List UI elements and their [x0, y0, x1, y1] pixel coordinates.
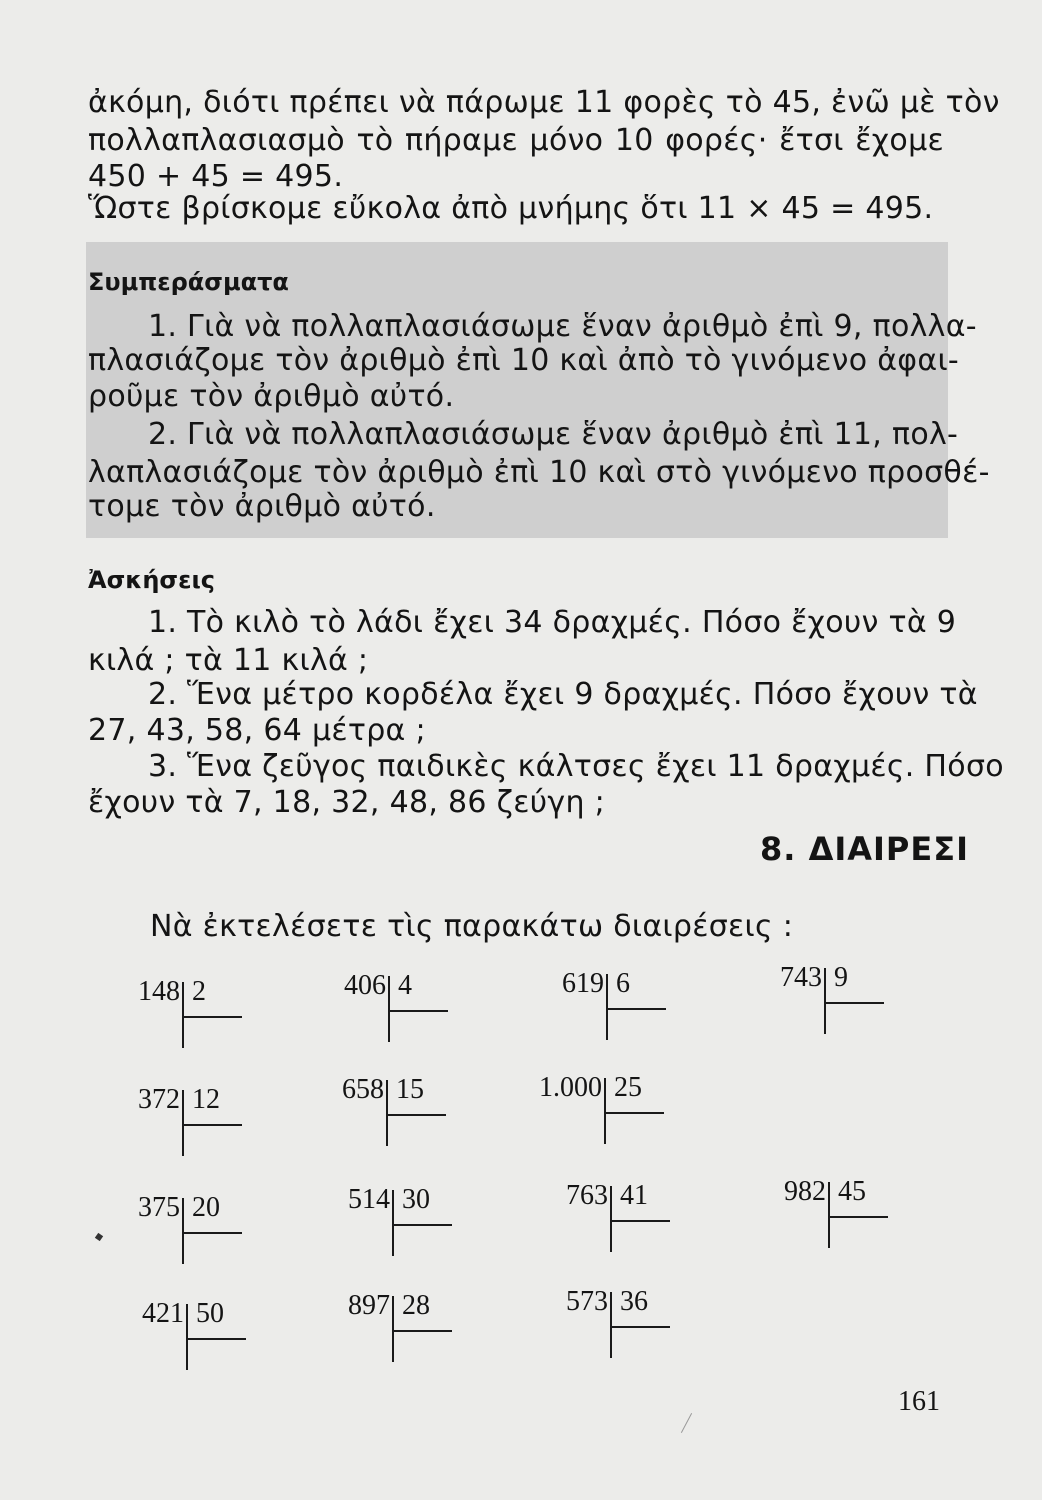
divisor: 6: [616, 968, 630, 999]
division-vertical-line: [186, 1304, 188, 1370]
section-title: 8. ΔΙΑΙΡΕΣΙ: [760, 830, 969, 868]
conclusion-1-line-1: 1. Γιὰ νὰ πολλαπλασιάσωμε ἕναν ἀριθμὸ ἐπὶ 9, πολλα-: [148, 309, 977, 344]
intro-line-1: ἀκόμη, διότι πρέπει νὰ πάρωμε 11 φορὲς τὸ 45, ἐνῶ μὲ τὸν: [88, 85, 1000, 120]
dividend: 658: [342, 1074, 384, 1105]
exercise-3-line-2: ἔχουν τὰ 7, 18, 32, 48, 86 ζεύγη ;: [88, 785, 606, 820]
division-horizontal-line: [610, 1220, 670, 1222]
conclusions-heading: Συμπεράσματα: [88, 268, 289, 296]
dividend: 375: [138, 1192, 180, 1223]
dividend: 372: [138, 1084, 180, 1115]
division-horizontal-line: [392, 1330, 452, 1332]
division-problem: [116, 1084, 266, 1164]
divisor: 2: [192, 976, 206, 1007]
page-number: 161: [898, 1386, 940, 1417]
dividend: 763: [566, 1180, 608, 1211]
division-horizontal-line: [182, 1016, 242, 1018]
dividend: 619: [562, 968, 604, 999]
division-vertical-line: [182, 1198, 184, 1264]
division-problem: [538, 1072, 688, 1152]
dividend: 573: [566, 1286, 608, 1317]
division-vertical-line: [828, 1182, 830, 1248]
dividend: 421: [142, 1298, 184, 1329]
divisor: 4: [398, 970, 412, 1001]
division-problem: [326, 1290, 476, 1370]
division-problem: [116, 976, 266, 1056]
divisor: 20: [192, 1192, 220, 1223]
division-vertical-line: [606, 974, 608, 1040]
division-horizontal-line: [606, 1008, 666, 1010]
dividend: 406: [344, 970, 386, 1001]
dividend: 1.000: [539, 1072, 602, 1103]
division-problem: [758, 962, 908, 1042]
division-problem: [544, 1180, 694, 1260]
intro-line-2: πολλαπλασιασμὸ τὸ πήραμε μόνο 10 φορές· ἔτσι ἔχομε: [88, 123, 944, 158]
division-horizontal-line: [182, 1232, 242, 1234]
division-vertical-line: [610, 1186, 612, 1252]
division-vertical-line: [182, 982, 184, 1048]
division-horizontal-line: [182, 1124, 242, 1126]
divisor: 9: [834, 962, 848, 993]
division-vertical-line: [388, 976, 390, 1042]
conclusion-1-line-3: ροῦμε τὸν ἀριθμὸ αὐτό.: [88, 379, 455, 414]
section-instruction: Νὰ ἐκτελέσετε τὶς παρακάτω διαιρέσεις :: [150, 909, 794, 944]
divisor: 30: [402, 1184, 430, 1215]
division-problem: [320, 1074, 470, 1154]
division-problem: [322, 970, 472, 1050]
ink-speck: [95, 1233, 103, 1241]
divisor: 45: [838, 1176, 866, 1207]
division-vertical-line: [386, 1080, 388, 1146]
division-vertical-line: [182, 1090, 184, 1156]
division-problem: [120, 1298, 270, 1378]
intro-line-4: Ὥστε βρίσκομε εὔκολα ἀπὸ μνήμης ὅτι 11 × 45 = 495.: [88, 191, 934, 226]
division-horizontal-line: [388, 1010, 448, 1012]
exercise-1-line-2: κιλά ; τὰ 11 κιλά ;: [88, 643, 369, 678]
divisor: 41: [620, 1180, 648, 1211]
dividend: 982: [784, 1176, 826, 1207]
divisor: 25: [614, 1072, 642, 1103]
conclusion-2-line-1: 2. Γιὰ νὰ πολλαπλασιάσωμε ἕναν ἀριθμὸ ἐπὶ 11, πολ-: [148, 417, 959, 452]
exercise-1-line-1: 1. Τὸ κιλὸ τὸ λάδι ἔχει 34 δραχμές. Πόσο ἔχουν τὰ 9: [148, 605, 957, 640]
division-horizontal-line: [604, 1112, 664, 1114]
division-vertical-line: [824, 968, 826, 1034]
conclusion-1-line-2: πλασιάζομε τὸν ἀριθμὸ ἐπὶ 10 καὶ ἀπὸ τὸ γινόμενο ἀφαι-: [88, 343, 960, 378]
dividend: 743: [780, 962, 822, 993]
division-horizontal-line: [828, 1216, 888, 1218]
divisor: 12: [192, 1084, 220, 1115]
division-vertical-line: [392, 1296, 394, 1362]
division-problem: [116, 1192, 266, 1272]
division-problem: [762, 1176, 912, 1256]
division-problem: [544, 1286, 694, 1366]
division-problem: [540, 968, 690, 1048]
division-horizontal-line: [824, 1002, 884, 1004]
divisor: 36: [620, 1286, 648, 1317]
dividend: 897: [348, 1290, 390, 1321]
divisor: 15: [396, 1074, 424, 1105]
dividend: 148: [138, 976, 180, 1007]
intro-line-3: 450 + 45 = 495.: [88, 159, 344, 194]
division-horizontal-line: [186, 1338, 246, 1340]
conclusion-2-line-3: τομε τὸν ἀριθμὸ αὐτό.: [88, 489, 436, 524]
division-vertical-line: [604, 1078, 606, 1144]
pencil-mark: [681, 1413, 692, 1433]
exercise-2-line-1: 2. Ἕνα μέτρο κορδέλα ἔχει 9 δραχμές. Πόσο ἔχουν τὰ: [148, 677, 978, 712]
exercise-3-line-1: 3. Ἕνα ζεῦγος παιδικὲς κάλτσες ἔχει 11 δραχμές. Πόσο: [148, 749, 1004, 784]
conclusion-2-line-2: λαπλασιάζομε τὸν ἀριθμὸ ἐπὶ 10 καὶ στὸ γινόμενο προσθέ-: [88, 455, 990, 490]
exercise-2-line-2: 27, 43, 58, 64 μέτρα ;: [88, 713, 426, 748]
division-problem: [326, 1184, 476, 1264]
divisor: 50: [196, 1298, 224, 1329]
dividend: 514: [348, 1184, 390, 1215]
division-horizontal-line: [610, 1326, 670, 1328]
division-horizontal-line: [392, 1224, 452, 1226]
divisor: 28: [402, 1290, 430, 1321]
division-vertical-line: [392, 1190, 394, 1256]
division-horizontal-line: [386, 1114, 446, 1116]
exercises-heading: Ἀσκήσεις: [88, 566, 216, 594]
division-vertical-line: [610, 1292, 612, 1358]
